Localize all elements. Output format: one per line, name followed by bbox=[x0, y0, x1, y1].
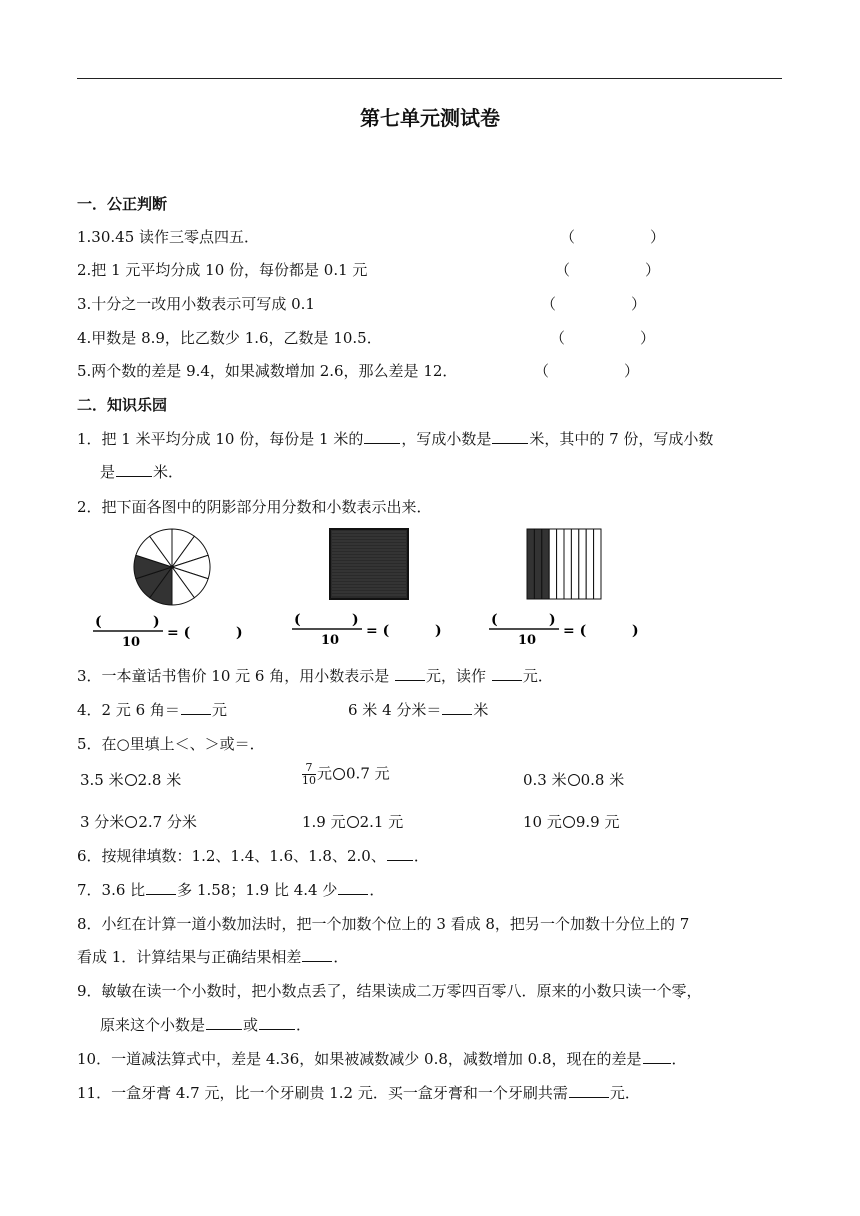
q7-text-a: 7．3.6 比 bbox=[77, 881, 146, 899]
fig3-end-paren: ) bbox=[632, 623, 639, 639]
fig3-close-paren: ) bbox=[549, 612, 556, 628]
q7-blank-2[interactable] bbox=[338, 879, 368, 895]
q1-blank-3[interactable] bbox=[116, 461, 152, 477]
answer-paren-5[interactable]: （ ） bbox=[534, 362, 640, 380]
compare-2b bbox=[302, 811, 403, 832]
q7-blank-1[interactable] bbox=[146, 879, 176, 895]
strip bbox=[586, 529, 593, 599]
q1-text-c: 米，其中的 7 份，写成小数 bbox=[529, 430, 714, 448]
q10-text-b: ． bbox=[671, 1050, 687, 1068]
question-7 bbox=[77, 879, 384, 900]
q1-text-b: ，写成小数是 bbox=[401, 430, 492, 448]
cmp2b-right: 2.1 元 bbox=[359, 813, 404, 831]
q9-text-b: 原来这个小数是 bbox=[100, 1016, 206, 1034]
q3-text-b: 元，读作 bbox=[426, 667, 491, 685]
question-6 bbox=[77, 845, 429, 866]
fig1-open-paren: ( bbox=[95, 614, 102, 630]
judge-item-4: 4.甲数是 8.9，比乙数少 1.6，乙数是 10.5． bbox=[77, 329, 382, 347]
q1-text-e: 米． bbox=[153, 463, 184, 481]
judge-item-3: 3.十分之一改用小数表示可写成 0.1 bbox=[77, 295, 315, 313]
answer-paren-4[interactable]: （ ） bbox=[550, 329, 656, 347]
frac-denominator: 10 bbox=[302, 774, 316, 787]
question-10 bbox=[77, 1048, 687, 1069]
cmp1a-left: 3.5 米 bbox=[80, 771, 124, 789]
fig1-close-paren: ) bbox=[153, 614, 160, 630]
q4-blank-2[interactable] bbox=[442, 699, 472, 715]
fig1-label bbox=[93, 613, 253, 653]
strip bbox=[542, 529, 549, 599]
q3-text-c: 元． bbox=[522, 667, 553, 685]
q6-blank[interactable] bbox=[387, 845, 413, 861]
strip bbox=[557, 529, 564, 599]
compare-circle[interactable] bbox=[568, 774, 580, 786]
q3-blank-2[interactable] bbox=[492, 665, 522, 681]
strip bbox=[527, 529, 534, 599]
cmp2a-left: 3 分米 bbox=[80, 813, 125, 831]
compare-2a bbox=[80, 811, 197, 832]
frac-numerator: 7 bbox=[302, 762, 316, 775]
fig1-end-paren: ) bbox=[236, 625, 243, 641]
fig2-close-paren: ) bbox=[352, 612, 359, 628]
question-4-right bbox=[348, 699, 488, 720]
question-8-line1: 8．小红在计算一道小数加法时，把一个加数个位上的 3 看成 8，把另一个加数十分位上的 7 bbox=[77, 915, 690, 933]
fig2-eq: = ( bbox=[366, 623, 390, 639]
q4-blank-1[interactable] bbox=[181, 699, 211, 715]
fig3-eq: = ( bbox=[563, 623, 587, 639]
question-11 bbox=[77, 1082, 640, 1103]
cmp1b-right: 0.7 元 bbox=[346, 764, 390, 783]
q1-text-a: 1．把 1 米平均分成 10 份，每份是 1 米的 bbox=[77, 430, 364, 448]
q10-text-a: 10．一道减法算式中，差是 4.36，如果被减数减少 0.8，减数增加 0.8，现在的差是 bbox=[77, 1050, 642, 1068]
cmp2c-left: 10 元 bbox=[523, 813, 562, 831]
fig3-label bbox=[489, 611, 649, 651]
fig2-label bbox=[292, 611, 452, 651]
q7-text-b: 多 1.58；1.9 比 4.4 少 bbox=[177, 881, 338, 899]
q10-blank[interactable] bbox=[643, 1048, 671, 1064]
fig3-open-paren: ( bbox=[491, 612, 498, 628]
q8-text-b: 看成 1．计算结果与正确结果相差 bbox=[77, 948, 302, 966]
q3-blank-1[interactable] bbox=[395, 665, 425, 681]
q4-text-a: 4．2 元 6 角＝ bbox=[77, 701, 180, 719]
compare-circle[interactable] bbox=[125, 774, 137, 786]
cmp2b-left: 1.9 元 bbox=[302, 813, 346, 831]
cmp1c-left: 0.3 米 bbox=[523, 771, 567, 789]
q8-blank[interactable] bbox=[302, 946, 332, 962]
fig2-end-paren: ) bbox=[435, 623, 442, 639]
fig2-denominator: 10 bbox=[321, 633, 340, 647]
question-9-line2 bbox=[100, 1014, 311, 1035]
q1-blank-2[interactable] bbox=[492, 428, 528, 444]
compare-1a bbox=[80, 769, 181, 790]
answer-paren-2[interactable]: （ ） bbox=[555, 261, 661, 279]
fig1-denominator: 10 bbox=[122, 635, 141, 649]
q4-text-d: 米 bbox=[473, 701, 489, 719]
q8-text-c: ． bbox=[333, 948, 349, 966]
cmp1a-right: 2.8 米 bbox=[137, 771, 182, 789]
q7-text-c: ． bbox=[369, 881, 385, 899]
judge-item-5: 5.两个数的差是 9.4，如果减数增加 2.6，那么差是 12． bbox=[77, 362, 458, 380]
strip bbox=[564, 529, 571, 599]
answer-paren-3[interactable]: （ ） bbox=[541, 295, 647, 313]
q6-text-a: 6．按规律填数：1.2、1.4、1.6、1.8、2.0、 bbox=[77, 847, 386, 865]
judge-item-1: 1.30.45 读作三零点四五． bbox=[77, 228, 260, 246]
q11-text-a: 11．一盒牙膏 4.7 元，比一个牙刷贵 1.2 元．买一盒牙膏和一个牙刷共需 bbox=[77, 1084, 568, 1102]
strip bbox=[549, 529, 556, 599]
question-3 bbox=[77, 665, 553, 686]
compare-1b bbox=[302, 762, 390, 787]
q11-text-b: 元． bbox=[609, 1084, 640, 1102]
shaded-square-figure bbox=[329, 528, 409, 600]
shaded-square bbox=[330, 529, 408, 599]
question-5: 5．在○里填上＜、＞或＝． bbox=[77, 735, 265, 753]
q11-blank[interactable] bbox=[569, 1082, 609, 1098]
strip bbox=[571, 529, 578, 599]
fig2-open-paren: ( bbox=[294, 612, 301, 628]
question-1-line2 bbox=[100, 461, 183, 482]
compare-2c bbox=[523, 811, 619, 832]
question-9-line1: 9．敏敏在读一个小数时，把小数点丢了，结果读成二万零四百零八．原来的小数只读一个零， bbox=[77, 982, 702, 1000]
compare-1c bbox=[523, 769, 624, 790]
answer-paren-1[interactable]: （ ） bbox=[560, 228, 666, 246]
question-8-line2 bbox=[77, 946, 348, 967]
strip bbox=[579, 529, 586, 599]
cmp1c-right: 0.8 米 bbox=[580, 771, 625, 789]
cmp2c-right: 9.9 元 bbox=[575, 813, 620, 831]
compare-circle[interactable] bbox=[333, 768, 345, 780]
q1-text-d: 是 bbox=[100, 463, 116, 481]
cmp2a-right: 2.7 分米 bbox=[138, 813, 197, 831]
q4-text-c: 6 米 4 分米＝ bbox=[348, 701, 442, 719]
fig3-denominator: 10 bbox=[518, 633, 537, 647]
section2-heading: 二．知识乐园 bbox=[77, 396, 168, 414]
judge-item-2: 2.把 1 元平均分成 10 份，每份都是 0.1 元 bbox=[77, 261, 368, 279]
q9-text-c: 或 bbox=[243, 1016, 259, 1034]
q3-text-a: 3．一本童话书售价 10 元 6 角，用小数表示是 bbox=[77, 667, 395, 685]
cmp1b-left: 元 bbox=[317, 764, 333, 783]
q4-text-b: 元 bbox=[211, 701, 227, 719]
strips-figure bbox=[526, 528, 602, 600]
compare-circle[interactable] bbox=[125, 816, 137, 828]
compare-circle[interactable] bbox=[563, 816, 575, 828]
q9-text-d: ． bbox=[296, 1016, 312, 1034]
fig1-eq: = ( bbox=[167, 625, 191, 641]
pie-figure bbox=[132, 527, 212, 607]
top-rule bbox=[77, 78, 782, 79]
strip bbox=[534, 529, 541, 599]
question-1-line1 bbox=[77, 428, 713, 449]
strip bbox=[594, 529, 601, 599]
q1-blank-1[interactable] bbox=[364, 428, 400, 444]
compare-circle[interactable] bbox=[347, 816, 359, 828]
q6-text-b: ． bbox=[413, 847, 429, 865]
q9-blank-2[interactable] bbox=[259, 1014, 295, 1030]
q9-blank-1[interactable] bbox=[206, 1014, 242, 1030]
section1-heading: 一．公正判断 bbox=[77, 195, 168, 213]
question-2: 2．把下面各图中的阴影部分用分数和小数表示出来． bbox=[77, 498, 432, 516]
page-title: 第七单元测试卷 bbox=[360, 106, 500, 130]
question-4-left bbox=[77, 699, 227, 720]
fraction-7-10 bbox=[302, 762, 316, 787]
